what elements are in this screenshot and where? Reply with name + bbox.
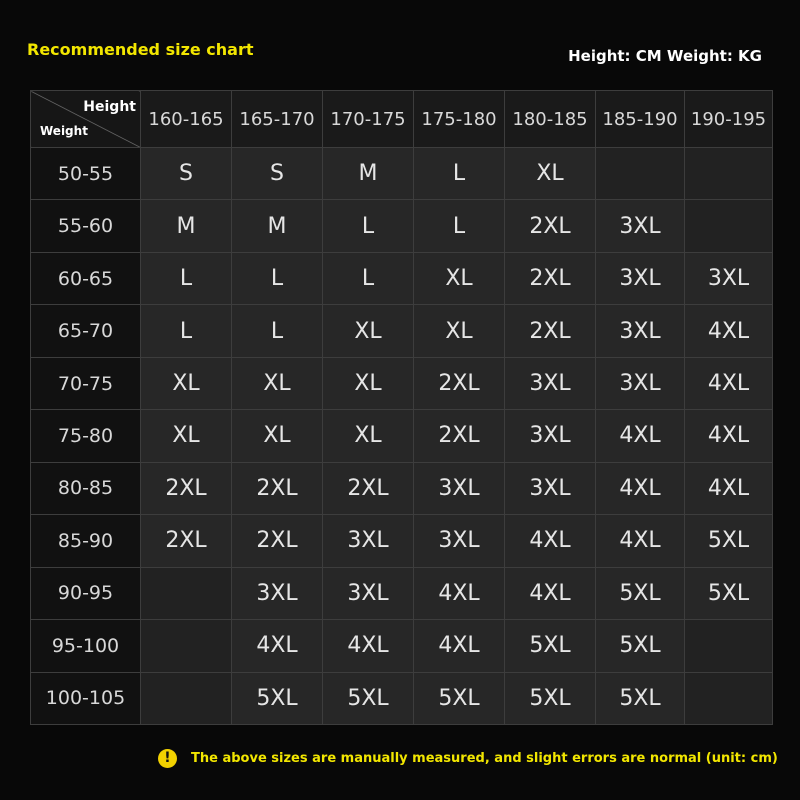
- size-cell: 5XL: [596, 620, 685, 672]
- size-cell: M: [232, 200, 323, 252]
- height-column-header: 180-185: [505, 91, 596, 148]
- size-cell: 3XL: [505, 357, 596, 409]
- size-cell: 3XL: [596, 252, 685, 304]
- size-cell: 4XL: [414, 567, 505, 619]
- size-cell: [596, 148, 685, 200]
- weight-row-header: 55-60: [31, 200, 141, 252]
- size-cell: 2XL: [323, 462, 414, 514]
- size-cell: 2XL: [505, 305, 596, 357]
- size-cell: XL: [414, 252, 505, 304]
- size-cell: XL: [232, 357, 323, 409]
- size-cell: 4XL: [505, 515, 596, 567]
- size-cell: [685, 200, 773, 252]
- size-cell: 4XL: [685, 305, 773, 357]
- weight-row-header: 70-75: [31, 357, 141, 409]
- weight-axis-label: Weight: [40, 124, 88, 138]
- size-cell: [141, 620, 232, 672]
- chart-title: Recommended size chart: [27, 40, 254, 59]
- size-cell: 5XL: [414, 672, 505, 724]
- size-cell: 4XL: [685, 410, 773, 462]
- height-column-header: 160-165: [141, 91, 232, 148]
- weight-row-header: 95-100: [31, 620, 141, 672]
- size-cell: XL: [141, 357, 232, 409]
- weight-row-header: 80-85: [31, 462, 141, 514]
- size-cell: 3XL: [323, 567, 414, 619]
- size-cell: 5XL: [323, 672, 414, 724]
- size-cell: 2XL: [414, 410, 505, 462]
- weight-row-header: 90-95: [31, 567, 141, 619]
- size-cell: 3XL: [596, 200, 685, 252]
- units-label: Height: CM Weight: KG: [568, 47, 762, 65]
- height-axis-label: Height: [83, 99, 136, 115]
- size-cell: S: [232, 148, 323, 200]
- size-cell: 4XL: [596, 410, 685, 462]
- size-cell: 4XL: [596, 515, 685, 567]
- size-cell: 5XL: [685, 567, 773, 619]
- size-cell: 5XL: [685, 515, 773, 567]
- size-cell: L: [323, 252, 414, 304]
- size-cell: 2XL: [414, 357, 505, 409]
- table-row: [31, 410, 773, 462]
- size-cell: 5XL: [596, 672, 685, 724]
- size-cell: 3XL: [596, 305, 685, 357]
- table-row: [31, 252, 773, 304]
- size-cell: [685, 148, 773, 200]
- size-cell: L: [141, 305, 232, 357]
- height-column-header: 165-170: [232, 91, 323, 148]
- size-cell: 2XL: [505, 200, 596, 252]
- size-cell: L: [141, 252, 232, 304]
- size-cell: 5XL: [596, 567, 685, 619]
- height-column-header: 170-175: [323, 91, 414, 148]
- size-cell: 2XL: [141, 462, 232, 514]
- size-cell: L: [232, 305, 323, 357]
- size-cell: M: [323, 148, 414, 200]
- size-cell: 2XL: [232, 462, 323, 514]
- size-cell: L: [323, 200, 414, 252]
- weight-row-header: 50-55: [31, 148, 141, 200]
- table-row: [31, 672, 773, 724]
- size-cell: 3XL: [323, 515, 414, 567]
- weight-row-header: 100-105: [31, 672, 141, 724]
- weight-row-header: 85-90: [31, 515, 141, 567]
- table-row: [31, 357, 773, 409]
- weight-row-header: 65-70: [31, 305, 141, 357]
- weight-row-header: 60-65: [31, 252, 141, 304]
- size-cell: 3XL: [685, 252, 773, 304]
- size-cell: 2XL: [141, 515, 232, 567]
- size-cell: XL: [505, 148, 596, 200]
- size-cell: 3XL: [232, 567, 323, 619]
- size-cell: 2XL: [505, 252, 596, 304]
- exclamation-circle-icon: !: [158, 749, 177, 768]
- size-cell: 4XL: [596, 462, 685, 514]
- height-column-header: 190-195: [685, 91, 773, 148]
- note-text: The above sizes are manually measured, and slight errors are normal (unit: cm): [191, 751, 778, 766]
- size-cell: 4XL: [323, 620, 414, 672]
- size-cell: 4XL: [414, 620, 505, 672]
- size-cell: XL: [323, 357, 414, 409]
- size-cell: XL: [323, 305, 414, 357]
- table-row: [31, 462, 773, 514]
- table-row: [31, 305, 773, 357]
- header-row: [31, 91, 773, 148]
- size-cell: L: [414, 200, 505, 252]
- size-cell: 3XL: [505, 410, 596, 462]
- table-row: [31, 200, 773, 252]
- height-column-header: 185-190: [596, 91, 685, 148]
- size-cell: [141, 567, 232, 619]
- size-cell: XL: [323, 410, 414, 462]
- weight-row-header: 75-80: [31, 410, 141, 462]
- size-cell: S: [141, 148, 232, 200]
- corner-header-cell: [31, 91, 141, 148]
- table-row: [31, 567, 773, 619]
- size-chart-table: [30, 90, 773, 725]
- size-cell: L: [232, 252, 323, 304]
- size-cell: 3XL: [414, 462, 505, 514]
- size-cell: XL: [141, 410, 232, 462]
- size-cell: 4XL: [232, 620, 323, 672]
- size-cell: XL: [414, 305, 505, 357]
- height-column-header: 175-180: [414, 91, 505, 148]
- size-cell: 3XL: [414, 515, 505, 567]
- size-cell: [685, 620, 773, 672]
- table-row: [31, 620, 773, 672]
- size-cell: L: [414, 148, 505, 200]
- size-cell: 4XL: [685, 357, 773, 409]
- size-cell: [141, 672, 232, 724]
- size-cell: 2XL: [232, 515, 323, 567]
- size-cell: 4XL: [685, 462, 773, 514]
- size-cell: 5XL: [232, 672, 323, 724]
- size-cell: 4XL: [505, 567, 596, 619]
- size-cell: XL: [232, 410, 323, 462]
- size-cell: 5XL: [505, 620, 596, 672]
- table-body: [31, 148, 773, 725]
- table-row: [31, 148, 773, 200]
- size-cell: M: [141, 200, 232, 252]
- footer-note: [158, 749, 778, 768]
- size-cell: 3XL: [596, 357, 685, 409]
- table-row: [31, 515, 773, 567]
- size-cell: 3XL: [505, 462, 596, 514]
- size-cell: 5XL: [505, 672, 596, 724]
- size-cell: [685, 672, 773, 724]
